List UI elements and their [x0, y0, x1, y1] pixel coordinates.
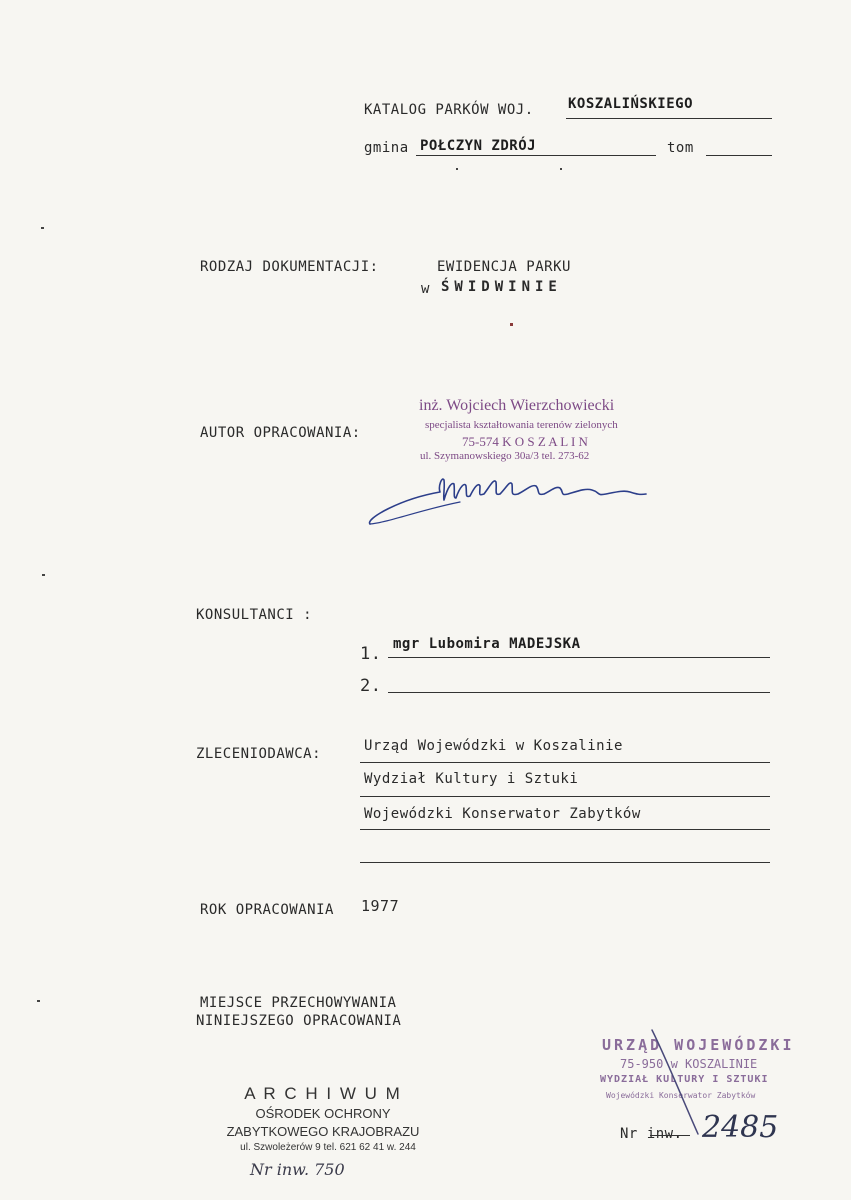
- archive-handwritten-number: Nr inw. 750: [250, 1160, 345, 1179]
- consultant-underline-2: [388, 692, 770, 693]
- storage-line-1: MIEJSCE PRZECHOWYWANIA: [200, 995, 397, 1011]
- storage-line-2: NINIEJSZEGO OPRACOWANIA: [196, 1013, 402, 1029]
- author-stamp-city: 75-574 K O S Z A L I N: [462, 434, 588, 449]
- tom-label: tom: [667, 140, 694, 156]
- office-stamp-line-4: Wojewódzki Konserwator Zabytków: [606, 1091, 756, 1100]
- inventory-number: 2485: [702, 1110, 779, 1145]
- documentation-label: RODZAJ DOKUMENTACJI:: [200, 259, 379, 275]
- paper-speck: [510, 323, 513, 326]
- year-value: 1977: [361, 897, 400, 915]
- archive-stamp-line-2: ZABYTKOWEGO KRAJOBRAZU: [226, 1124, 420, 1139]
- commissioner-underline-2: [360, 796, 770, 797]
- author-stamp-name: inż. Wojciech Wierzchowiecki: [419, 397, 615, 414]
- consultant-name-1: mgr Lubomira MADEJSKA: [393, 636, 581, 652]
- author-stamp-title: specjalista kształtowania terenów zielonych: [425, 419, 618, 431]
- paper-speck: [456, 168, 458, 170]
- archive-stamp-address: ul. Szwoleżerów 9 tel. 621 62 41 w. 244: [240, 1142, 416, 1153]
- commissioner-underline-3: [360, 829, 770, 830]
- commissioner-line-2: Wydział Kultury i Sztuki: [364, 771, 579, 787]
- archive-stamp-line-1: OŚRODEK OCHRONY: [255, 1106, 391, 1121]
- commissioner-line-3: Wojewódzki Konserwator Zabytków: [364, 806, 641, 822]
- inventory-strikethrough: [650, 1135, 690, 1136]
- author-stamp-address: ul. Szymanowskiego 30a/3 tel. 273-62: [420, 450, 590, 462]
- commissioner-label: ZLECENIODAWCA:: [196, 746, 322, 762]
- gmina-label: gmina: [364, 140, 409, 156]
- office-stamp-line-2: 75-950 w KOSZALINIE: [620, 1057, 758, 1071]
- office-stamp-cross-mark: [646, 1028, 706, 1138]
- commissioner-line-1: Urząd Wojewódzki w Koszalinie: [364, 738, 623, 754]
- author-label: AUTOR OPRACOWANIA:: [200, 425, 361, 441]
- paper-speck: [42, 574, 45, 576]
- gmina-underline: [416, 155, 656, 156]
- archive-stamp-title: A R C H I W U M: [244, 1084, 402, 1103]
- consultant-number-2: 2.: [360, 676, 382, 696]
- catalog-label: KATALOG PARKÓW WOJ.: [364, 102, 534, 118]
- commissioner-underline-4: [360, 862, 770, 863]
- office-stamp-line-1: URZĄD WOJEWÓDZKI: [602, 1036, 795, 1054]
- consultant-number-1: 1.: [360, 644, 382, 664]
- consultant-underline-1: [388, 657, 770, 658]
- inventory-label: Nr inw.: [620, 1126, 683, 1142]
- paper-speck: [37, 1000, 40, 1002]
- documentation-line2-prefix: w: [421, 281, 430, 297]
- author-signature: [360, 464, 660, 536]
- office-stamp-line-3: WYDZIAŁ KULTURY I SZTUKI: [600, 1074, 769, 1085]
- documentation-place: ŚWIDWINIE: [441, 279, 562, 295]
- documentation-line1: EWIDENCJA PARKU: [437, 259, 571, 275]
- year-label: ROK OPRACOWANIA: [200, 902, 334, 918]
- tom-underline: [706, 155, 772, 156]
- consultants-label: KONSULTANCI :: [196, 607, 313, 623]
- voivodeship-underline: [566, 118, 772, 119]
- commissioner-underline-1: [360, 762, 770, 763]
- paper-speck: [41, 227, 44, 229]
- voivodeship-value: KOSZALIŃSKIEGO: [568, 96, 694, 112]
- gmina-value: POŁCZYN ZDRÓJ: [420, 138, 537, 154]
- paper-speck: [560, 168, 562, 170]
